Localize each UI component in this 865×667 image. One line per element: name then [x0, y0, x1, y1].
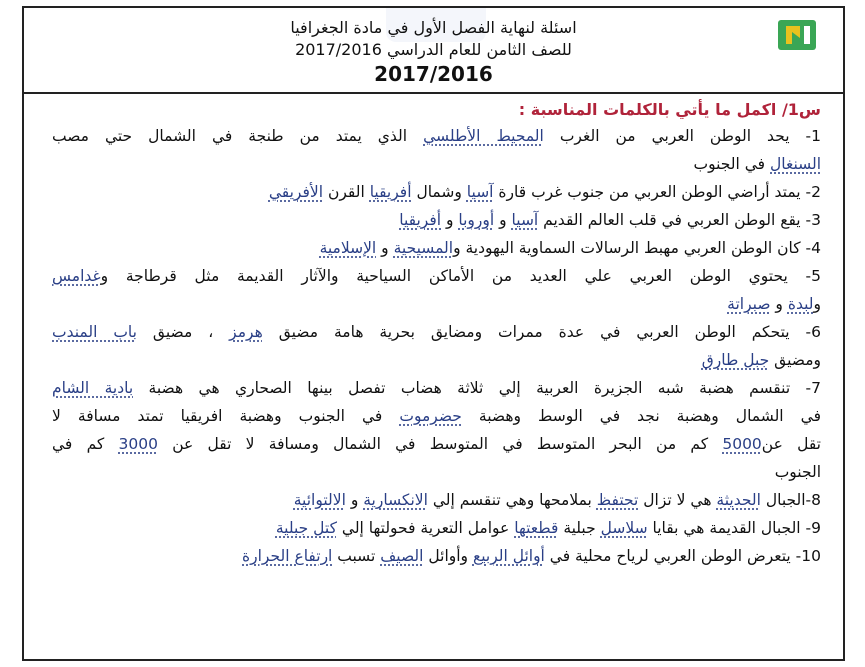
item-text: و: [813, 295, 821, 313]
question-item: [52, 178, 821, 206]
question-items: [52, 122, 821, 570]
answer-text: كتل جبلية: [275, 519, 337, 537]
item-text: وشمال: [411, 183, 467, 201]
question-item: [52, 234, 821, 262]
answer-text: سلاسل: [600, 519, 648, 537]
answer-text: غدامس: [52, 267, 101, 285]
answer-text: باب المندب: [52, 323, 137, 341]
question-item: [52, 514, 821, 542]
item-text: 10- يتعرض الوطن العربي لرياح محلية في: [544, 547, 821, 565]
answer-text: 5000: [722, 435, 762, 453]
item-text: عوامل التعرية فحولتها إلي: [336, 519, 515, 537]
answer-text: المسيحية: [393, 239, 454, 257]
item-line: [52, 178, 821, 206]
answer-text: الالتوائية: [293, 491, 346, 509]
answer-text: أفريقيا: [399, 211, 442, 229]
item-text: في الجنوب وهضبة افريقيا تمتد مسافة لا: [52, 407, 400, 425]
item-text: الجنوب: [774, 463, 821, 481]
answer-text: آسيا: [466, 183, 494, 201]
answer-text: حضرموت: [399, 407, 462, 425]
answer-text: ارتفاع الحرارة: [242, 547, 333, 565]
item-text: ، مضيق: [136, 323, 230, 341]
item-text: 8-الجبال: [760, 491, 821, 509]
item-text: القرن: [323, 183, 370, 201]
item-text: في الجنوب: [693, 155, 770, 173]
answer-text: هرمز: [229, 323, 263, 341]
question-item: [52, 206, 821, 234]
answer-text: أفريقيا: [369, 183, 412, 201]
question-item: [52, 262, 821, 318]
item-text: و: [770, 295, 788, 313]
item-line: [52, 430, 821, 458]
answer-text: السنغال: [770, 155, 821, 173]
item-line: [52, 346, 821, 374]
item-line: [52, 458, 821, 486]
item-text: و: [494, 211, 512, 229]
item-text: و: [441, 211, 459, 229]
item-text: هي لا تزال: [638, 491, 717, 509]
item-text: في الشمال وهضبة نجد في الوسط وهضبة: [461, 407, 821, 425]
item-text: و: [376, 239, 394, 257]
header-year: 2017/2016: [374, 62, 493, 86]
item-line: [52, 150, 821, 178]
answer-text: الصيف: [380, 547, 424, 565]
item-text: 7- تنقسم هضبة شبه الجزيرة العربية إلي ثلاثة هضاب تفصل بينها الصحاري هي هضبة: [133, 379, 821, 397]
item-text: ومضيق: [769, 351, 821, 369]
answer-text: جبل طارق: [701, 351, 770, 369]
item-line: [52, 486, 821, 514]
item-line: [52, 374, 821, 402]
question-section: [24, 94, 843, 661]
item-text: 6- يتحكم الوطن العربي في عدة ممرات ومضايق بحرية هامة مضيق: [262, 323, 822, 341]
answer-text: أوائل الربيع: [472, 547, 545, 565]
header-class-line: للصف الثامن للعام الدراسي 2017/2016: [295, 40, 572, 59]
item-text: 9- الجبال القديمة هي بقايا: [647, 519, 821, 537]
item-text: بملامحها وهي تنقسم إلي: [427, 491, 597, 509]
item-line: [52, 122, 821, 150]
item-text: و: [345, 491, 364, 509]
item-text: تقل عن: [761, 435, 821, 453]
question-item: [52, 318, 821, 374]
item-line: [52, 542, 821, 570]
question-title: س1/ اكمل ما يأتي بالكلمات المناسبة :: [518, 100, 821, 119]
item-text: كم من البحر المتوسط في المتوسط في الشمال ومسافة لا تقل عن: [157, 435, 723, 453]
answer-text: الانكسارية: [363, 491, 428, 509]
answer-text: لبدة: [787, 295, 814, 313]
answer-text: الحديثة: [716, 491, 761, 509]
question-item: [52, 122, 821, 178]
question-item: [52, 486, 821, 514]
item-text: جبلية: [558, 519, 601, 537]
item-text: 3- يقع الوطن العربي في قلب العالم القديم: [538, 211, 821, 229]
answer-text: آسيا: [511, 211, 539, 229]
item-line: [52, 290, 821, 318]
answer-text: المحيط الأطلسي: [423, 127, 544, 145]
item-text: الذي يمتد من طنجة في الشمال حتي مصب: [52, 127, 424, 145]
item-text: وأوائل: [423, 547, 473, 565]
question-item: [52, 374, 821, 486]
item-text: 1- يحد الوطن العربي من الغرب: [543, 127, 821, 145]
item-line: [52, 206, 821, 234]
item-text: كم في: [52, 435, 119, 453]
item-line: [52, 318, 821, 346]
item-text: تسبب: [332, 547, 381, 565]
answer-text: قطعتها: [514, 519, 559, 537]
item-line: [52, 262, 821, 290]
item-line: [52, 402, 821, 430]
exam-header: [24, 8, 843, 94]
item-text: 5- يحتوي الوطن العربي علي العديد من الأماكن السياحية والآثار القديمة مثل قرطاجة و: [100, 267, 821, 285]
answer-text: 3000: [118, 435, 158, 453]
answer-text: الأفريقي: [268, 183, 324, 201]
exam-frame: [22, 6, 845, 661]
item-text: 4- كان الوطن العربي مهبط الرسالات السماوية اليهودية و: [453, 239, 821, 257]
answer-text: تحتفظ: [596, 491, 639, 509]
answer-text: صبراتة: [727, 295, 771, 313]
item-text: 2- يمتد أراضي الوطن العربي من جنوب غرب قارة: [493, 183, 821, 201]
question-item: [52, 542, 821, 570]
answer-text: الإسلامية: [319, 239, 377, 257]
item-line: [52, 514, 821, 542]
answer-text: بادية الشام: [52, 379, 134, 397]
answer-text: أوروبا: [458, 211, 495, 229]
header-title: اسئلة لنهاية الفصل الأول في مادة الجغرافيا: [290, 18, 577, 37]
item-line: [52, 234, 821, 262]
